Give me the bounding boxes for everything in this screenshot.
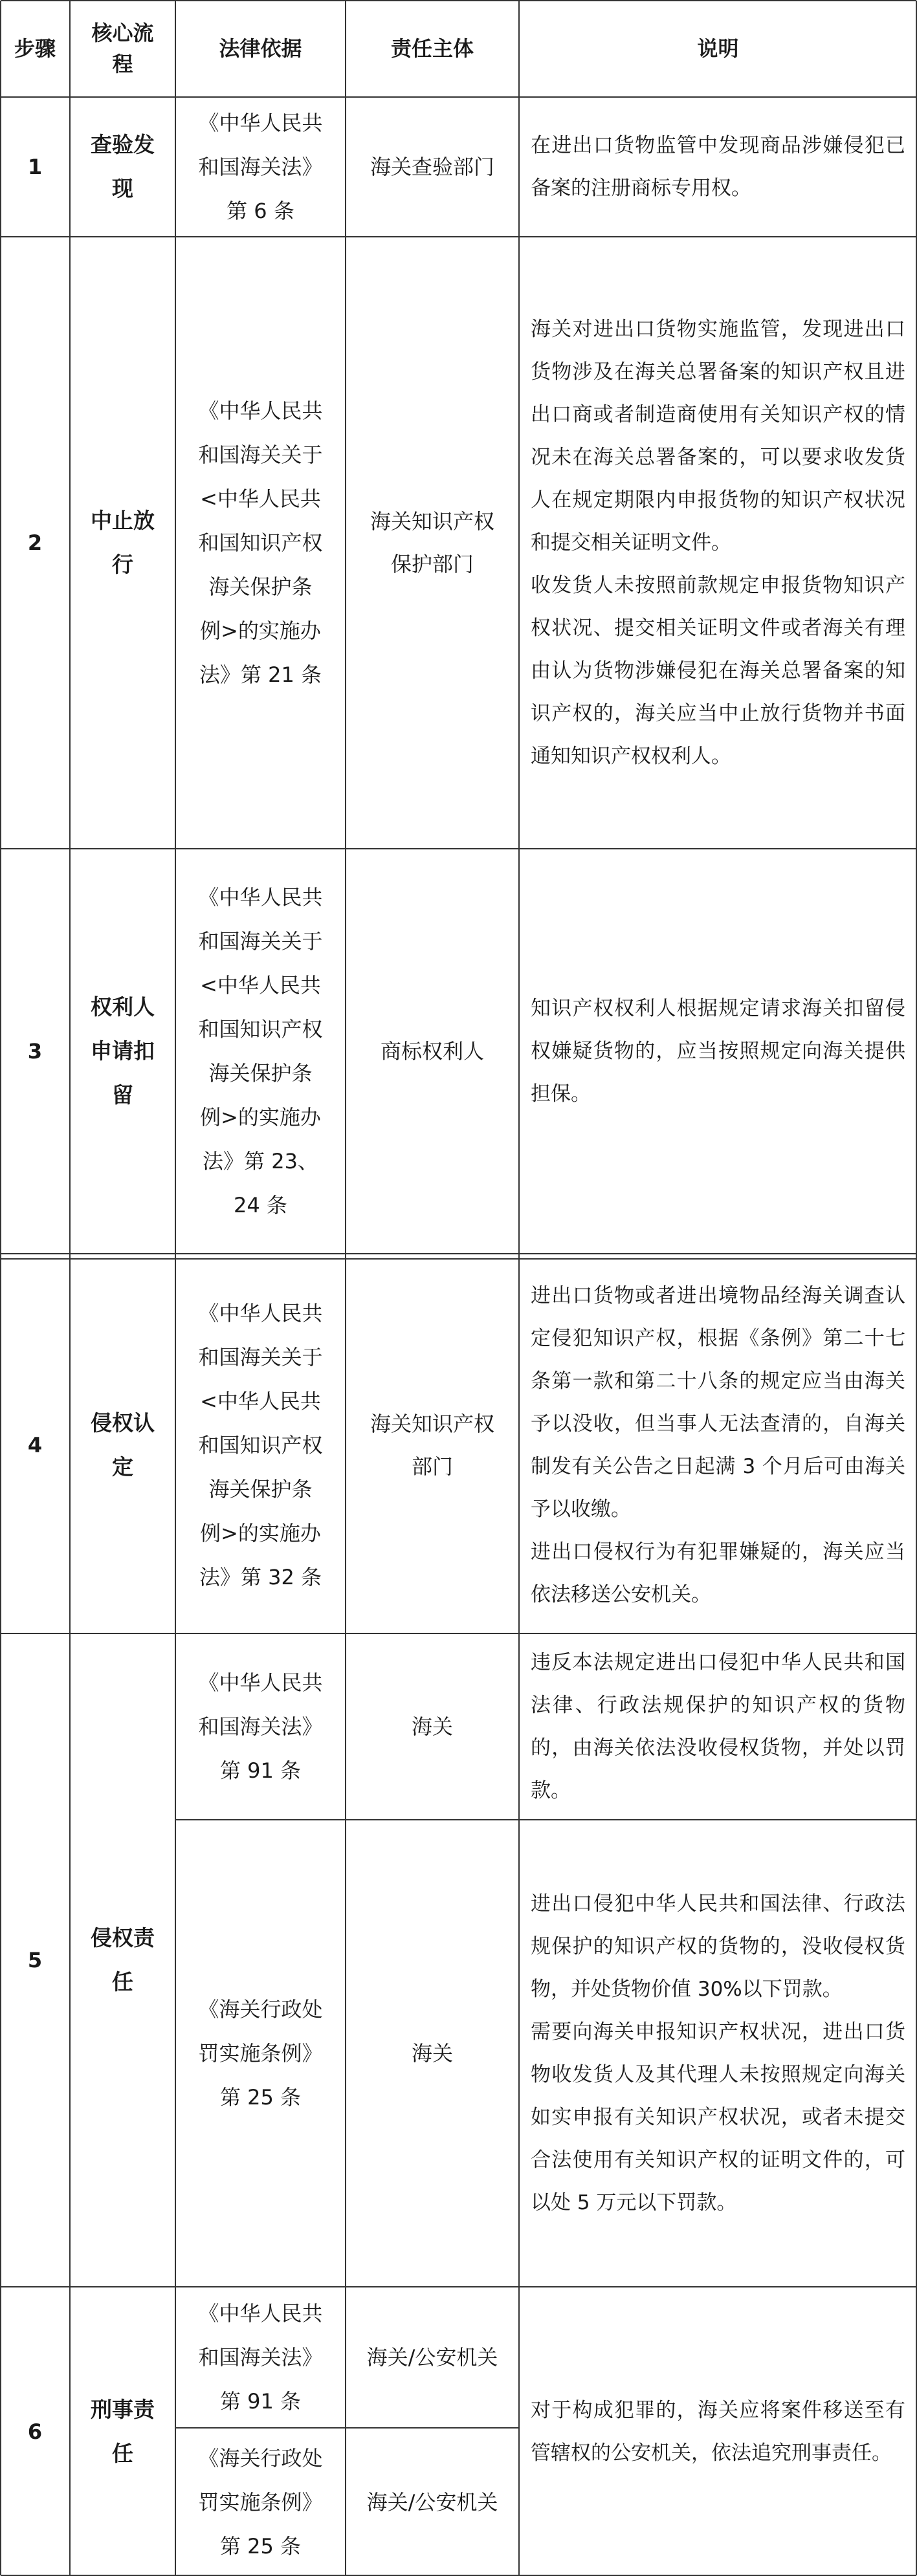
row4-law: 《中华人民共 和国海关关于 <中华人民共 和国知识产权 海关保护条 例>的实施办 法》第 32 条: [198, 1300, 323, 1589]
header-desc: 说明: [697, 36, 739, 61]
row4-desc-p1: 进出口货物或者进出境物品经海关调查认定侵犯知识产权，根据《条例》第二十七条第一款和第二十八条的规定应当由海关予以没收，但当事人无法查清的，自海关制发有关公告之日起满 3 个月后可由海关予以收缴。: [531, 1283, 905, 1521]
header-flow: 核心流 程: [91, 21, 154, 76]
row2-law: 《中华人民共 和国海关关于 <中华人民共 和国知识产权 海关保护条 例>的实施办 法》第 21 条: [198, 398, 323, 687]
header-entity: 责任主体: [390, 36, 474, 61]
header-law: 法律依据: [219, 36, 302, 61]
row6b-entity: 海关/公安机关: [366, 2489, 498, 2515]
row2-desc-p1: 海关对进出口货物实施监管，发现进出口货物涉及在海关总署备案的知识产权且进出口商或者制造商使用有关知识产权的情况未在海关总署备案的，可以要求收发货人在规定期限内申报货物的知识产权状况和提交相关证明文件。: [531, 318, 905, 554]
row1-entity: 海关查验部门: [370, 155, 494, 179]
row6a-law: 《中华人民共 和国海关法》 第 91 条: [198, 2301, 323, 2414]
row5b-desc-p2: 需要向海关申报知识产权状况，进出口货物收发货人及其代理人未按照规定向海关如实申报有关知识产权状况，或者未提交合法使用有关知识产权的证明文件的，可以处 5 万元以下罚款。: [531, 2020, 905, 2214]
row6-flow: 刑事责 任: [91, 2396, 155, 2466]
row3-law: 《中华人民共 和国海关关于 <中华人民共 和国知识产权 海关保护条 例>的实施办 法》第 23、 24 条: [198, 885, 323, 1217]
row1-law: 《中华人民共 和国海关法》 第 6 条: [198, 111, 323, 223]
row5a-entity: 海关: [411, 1714, 453, 1739]
row5b-desc-p1: 进出口侵犯中华人民共和国法律、行政法规保护的知识产权的货物的，没收侵权货物，并处货物价值 30%以下罚款。: [531, 1892, 905, 2001]
row1-desc-p1: 在进出口货物监管中发现商品涉嫌侵犯已备案的注册商标专用权。: [531, 134, 905, 200]
row5-step: 5: [27, 1948, 43, 1972]
row2-step: 2: [27, 530, 43, 555]
row2-entity: 海关知识产权 保护部门: [370, 509, 494, 576]
row6b-law: 《海关行政处 罚实施条例》 第 25 条: [198, 2445, 323, 2559]
row1-step: 1: [27, 155, 43, 179]
row4-flow: 侵权认 定: [91, 1410, 155, 1479]
row6-step: 6: [27, 2419, 43, 2444]
row3-flow: 权利人 申请扣 留: [91, 994, 155, 1108]
row4-desc-p2: 进出口侵权行为有犯罪嫌疑的，海关应当依法移送公安机关。: [531, 1540, 905, 1606]
row6-desc-p1: 对于构成犯罪的，海关应将案件移送至有管辖权的公安机关，依法追究刑事责任。: [531, 2398, 905, 2465]
row5b-law: 《海关行政处 罚实施条例》 第 25 条: [198, 1997, 323, 2110]
row5b-entity: 海关: [411, 2041, 453, 2066]
row5a-desc-p1: 违反本法规定进出口侵犯中华人民共和国法律、行政法规保护的知识产权的货物的，由海关依法没收侵权货物，并处以罚款。: [531, 1651, 905, 1802]
row2-flow: 中止放 行: [91, 508, 155, 577]
row3-desc-p1: 知识产权权利人根据规定请求海关扣留侵权嫌疑货物的，应当按照规定向海关提供担保。: [531, 997, 905, 1106]
row1-flow: 查验发 现: [91, 132, 155, 201]
row5-flow: 侵权责 任: [91, 1925, 155, 1994]
row6a-entity: 海关/公安机关: [366, 2345, 498, 2370]
row3-entity: 商标权利人: [380, 1039, 484, 1064]
row3-step: 3: [27, 1039, 43, 1064]
row4-step: 4: [27, 1432, 43, 1457]
row4-entity: 海关知识产权 部门: [370, 1411, 494, 1479]
row5a-law: 《中华人民共 和国海关法》 第 91 条: [198, 1670, 323, 1783]
row2-desc-p2: 收发货人未按照前款规定申报货物知识产权状况、提交相关证明文件或者海关有理由认为货物涉嫌侵犯在海关总署备案的知识产权的，海关应当中止放行货物并书面通知知识产权权利人。: [531, 574, 905, 768]
header-step: 步骤: [14, 36, 56, 61]
